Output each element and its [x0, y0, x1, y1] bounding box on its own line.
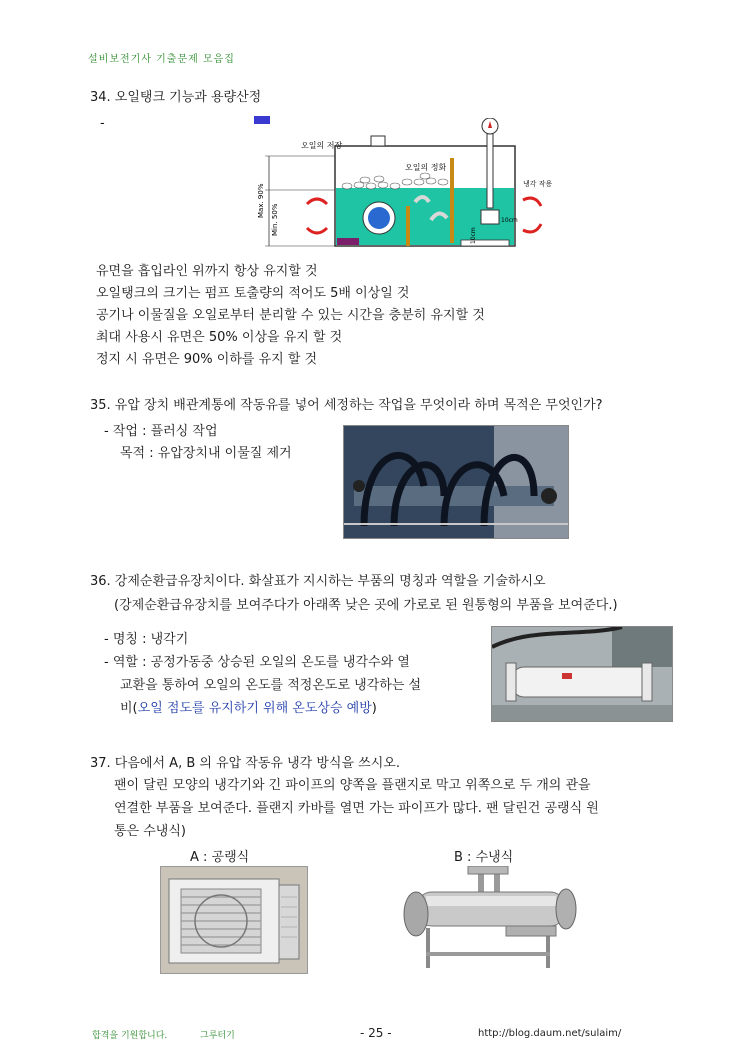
label-cooling: 냉각 작용	[523, 180, 553, 188]
q34-line-4: 최대 사용시 유면은 50% 이상을 유지 할 것	[96, 330, 343, 345]
footer-author: 그루터기	[200, 1031, 235, 1041]
water-cooler-illustration	[396, 866, 586, 976]
q35-work: - 작업 : 플러싱 작업	[104, 424, 218, 439]
q35-title: 35. 유압 장치 배관계통에 작동유를 넣어 세정하는 작업을 무엇이라 하며 목적은 무엇인가?	[90, 398, 603, 413]
q36-note: (강제순환급유장치를 보여주다가 아래쪽 낮은 곳에 가로로 된 원통형의 부품을 보여준다.)	[114, 598, 618, 613]
label-water-cooled: B : 수냉식	[454, 850, 514, 865]
q36-role-2: 교환을 통하여 오일의 온도를 적정온도로 냉각하는 설	[120, 678, 422, 693]
q37-desc-2: 연결한 부품을 보여준다. 플랜지 카바를 열면 가는 파이프가 많다. 팬 달린건 공랭식 원	[114, 801, 599, 816]
label-10cm-a: 10cm	[501, 217, 518, 224]
q34-dash: -	[100, 116, 105, 131]
q36-role-1: - 역할 : 공정가동중 상승된 오일의 온도를 냉각수와 열	[104, 655, 410, 670]
label-max: Max. 90%	[257, 183, 265, 218]
label-10cm-b: 10cm	[470, 227, 477, 244]
q36-title: 36. 강제순환급유장치이다. 화살표가 지시하는 부품의 명칭과 역할을 기술하시오	[90, 574, 546, 589]
q37-desc-1: 팬이 달린 모양의 냉각기와 긴 파이프의 양쪽을 플랜지로 막고 위쪽으로 두 개의 관을	[114, 778, 591, 793]
q36-role-highlight: 오일 점도를 유지하기 위해 온도상승 예방	[137, 701, 372, 716]
q37-title: 37. 다음에서 A, B 의 유압 작동유 냉각 방식을 쓰시오.	[90, 756, 400, 771]
cooler-photo	[491, 626, 673, 722]
page-header: 설비보전기사 기출문제 모음집	[88, 54, 235, 65]
label-min: Min. 50%	[271, 203, 279, 236]
footer-url[interactable]: http://blog.daum.net/sulaim/	[478, 1028, 622, 1039]
q36-role-3: 비(오일 점도를 유지하기 위해 온도상승 예방)	[120, 701, 377, 716]
q37-desc-3: 통은 수냉식)	[114, 824, 186, 839]
label-air-cooled: A : 공랭식	[190, 850, 250, 865]
footer-left: 합격을 기원합니다.	[92, 1031, 168, 1041]
q36-name: - 명칭 : 냉각기	[104, 632, 189, 647]
q34-line-3: 공기나 이물질을 오일로부터 분리할 수 있는 시간을 충분히 유지할 것	[96, 308, 485, 323]
oil-tank-diagram	[255, 118, 565, 254]
q34-line-5: 정지 시 유면은 90% 이하를 유지 할 것	[96, 352, 318, 367]
label-storage: 오일의 저장	[301, 141, 343, 150]
q34-title: 34. 오일탱크 기능과 용량산정	[90, 90, 262, 105]
page-number: - 25 -	[360, 1026, 392, 1040]
q35-purpose: 목적 : 유압장치내 이물질 제거	[120, 446, 292, 461]
q34-line-1: 유면을 흡입라인 위까지 항상 유지할 것	[96, 264, 318, 279]
q34-line-2: 오일탱크의 크기는 펌프 토출량의 적어도 5배 이상일 것	[96, 286, 410, 301]
flushing-photo	[343, 425, 569, 539]
air-cooler-photo	[160, 866, 308, 974]
label-purify: 오일의 정화	[405, 163, 447, 172]
